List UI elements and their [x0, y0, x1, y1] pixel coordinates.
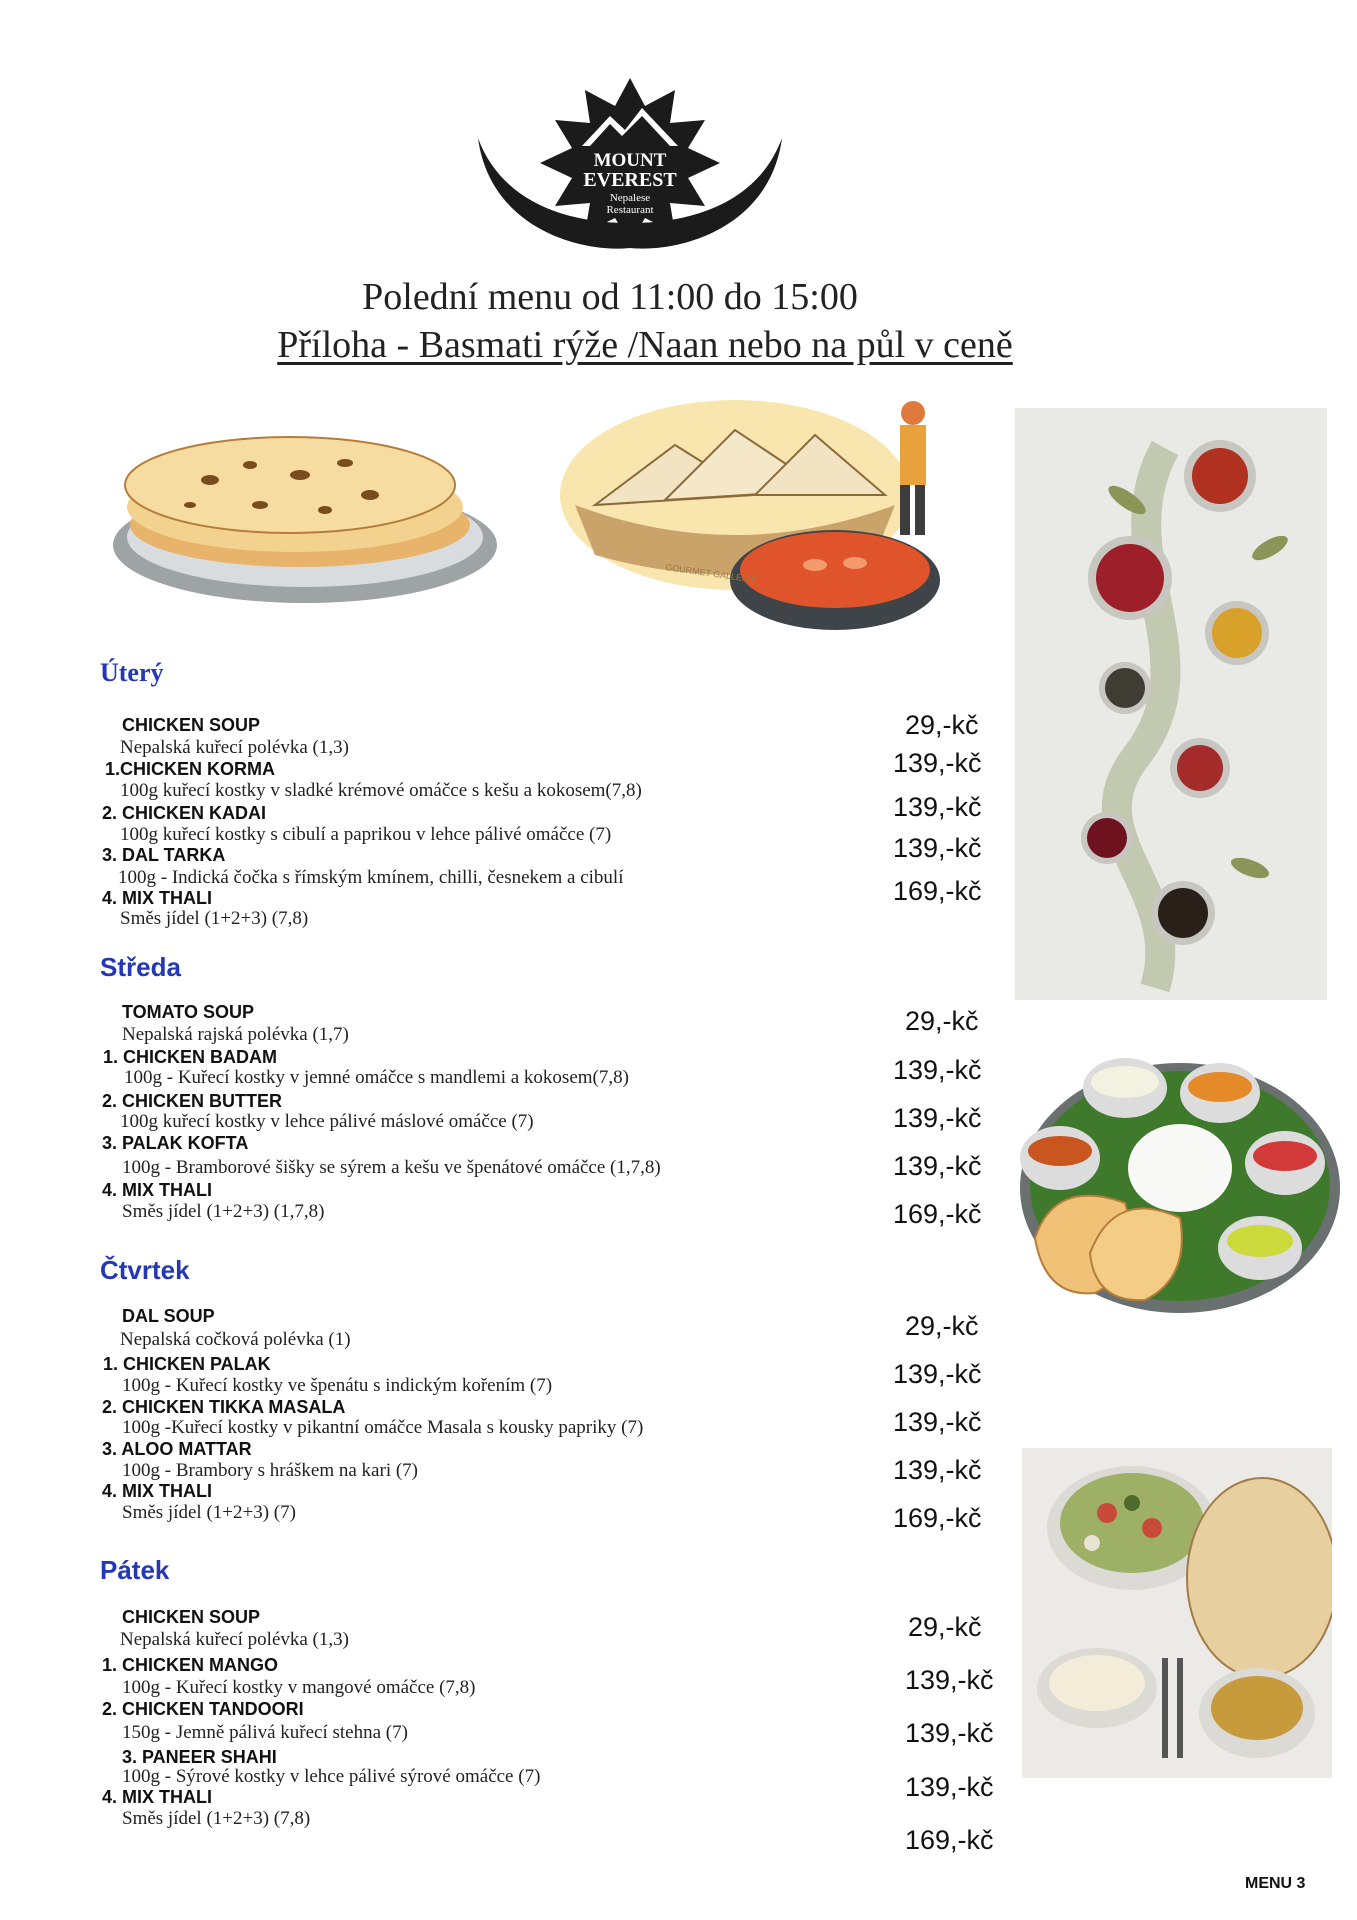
menu-item-price: 29,-kč: [905, 710, 979, 740]
salad-and-naan-illustration: [1022, 1448, 1332, 1778]
menu-item-name: 3. ALOO MATTAR: [102, 1439, 252, 1459]
menu-item-name: 4. MIX THALI: [102, 888, 213, 908]
menu-subtitle: Příloha - Basmati rýže /Naan nebo na půl v ceně: [277, 324, 1013, 366]
menu-item-description: 100g kuřecí kostky v sladké krémové omáčce s kešu a kokosem(7,8): [120, 780, 642, 801]
menu-item-description: 100g -Kuřecí kostky v pikantní omáčce Masala s kousky papriky (7): [122, 1417, 644, 1438]
menu-item-description: 100g kuřecí kostky s cibulí a paprikou v lehce pálivé omáčce (7): [120, 824, 612, 845]
menu-item-price: 139,-kč: [893, 833, 982, 863]
menu-item-description: 100g kuřecí kostky v lehce pálivé máslové omáčce (7): [120, 1111, 534, 1132]
day-heading-friday: Pátek: [100, 1555, 170, 1585]
menu-item-description: Nepalská kuřecí polévka (1,3): [120, 1629, 349, 1650]
naan-stack-illustration: [110, 425, 510, 615]
menu-item-price: 139,-kč: [893, 1055, 982, 1085]
spice-bowls-photo: [1015, 408, 1327, 1000]
menu-item-price: 139,-kč: [905, 1718, 994, 1748]
logo-emblem: [470, 78, 790, 253]
logo-line3: Nepalese: [609, 192, 651, 204]
menu-item-price: 139,-kč: [893, 1103, 982, 1133]
menu-item-price: 139,-kč: [893, 1359, 982, 1389]
thali-plate-illustration: [1015, 1038, 1340, 1323]
menu-item-description: 100g - Kuřecí kostky v jemné omáčce s mandlemi a kokosem(7,8): [124, 1067, 629, 1088]
menu-item-name: 1. CHICKEN BADAM: [103, 1047, 278, 1067]
menu-item-name: 4. MIX THALI: [102, 1481, 213, 1501]
day-heading-wednesday: Středa: [100, 952, 181, 982]
logo-line4: Restaurant: [606, 204, 654, 216]
menu-item-name: 3. PANEER SHAHI: [122, 1747, 277, 1767]
menu-item-description: 100g - Indická čočka s římským kmínem, chilli, česnekem a cibulí: [118, 867, 624, 888]
menu-item-name: 2. CHICKEN BUTTER: [102, 1091, 283, 1111]
menu-item-price: 139,-kč: [893, 1455, 982, 1485]
menu-item-description: Směs jídel (1+2+3) (7): [122, 1502, 296, 1523]
menu-item-description: Nepalská cočková polévka (1): [120, 1329, 351, 1350]
menu-item-price: 169,-kč: [893, 1503, 982, 1533]
menu-item-price: 139,-kč: [893, 748, 982, 778]
menu-item-price: 139,-kč: [905, 1772, 994, 1802]
menu-item-name: TOMATO SOUP: [122, 1002, 255, 1022]
menu-item-price: 139,-kč: [905, 1665, 994, 1695]
menu-item-name: 3. PALAK KOFTA: [102, 1133, 249, 1153]
menu-item-name: 3. DAL TARKA: [102, 845, 226, 865]
menu-item-description: 100g - Sýrové kostky v lehce pálivé sýrové omáčce (7): [122, 1766, 541, 1787]
menu-item-name: 1.CHICKEN KORMA: [105, 759, 276, 779]
menu-item-name: DAL SOUP: [122, 1306, 215, 1326]
menu-item-name: 4. MIX THALI: [102, 1787, 213, 1807]
menu-item-price: 29,-kč: [905, 1311, 979, 1341]
day-heading-thursday: Čtvrtek: [100, 1255, 190, 1285]
menu-item-price: 139,-kč: [893, 1407, 982, 1437]
menu-item-description: Nepalská kuřecí polévka (1,3): [120, 737, 349, 758]
menu-item-name: 4. MIX THALI: [102, 1180, 213, 1200]
menu-item-description: Směs jídel (1+2+3) (7,8): [120, 908, 309, 929]
menu-item-description: Směs jídel (1+2+3) (7,8): [122, 1808, 311, 1829]
menu-title: Polední menu od 11:00 do 15:00: [362, 276, 858, 318]
menu-item-name: 2. CHICKEN TIKKA MASALA: [102, 1397, 346, 1417]
menu-item-price: 139,-kč: [893, 792, 982, 822]
menu-item-description: 100g - Kuřecí kostky v mangové omáčce (7,8): [122, 1677, 476, 1698]
menu-item-price: 139,-kč: [893, 1151, 982, 1181]
menu-item-description: Směs jídel (1+2+3) (1,7,8): [122, 1201, 325, 1222]
page-footer-label: MENU 3: [1245, 1875, 1306, 1892]
menu-item-description: 100g - Kuřecí kostky ve špenátu s indickým kořením (7): [122, 1375, 553, 1396]
menu-item-name: 1. CHICKEN MANGO: [102, 1655, 279, 1675]
logo-line2: EVEREST: [583, 169, 677, 191]
menu-item-description: 150g - Jemně pálivá kuřecí stehna (7): [122, 1722, 408, 1743]
day-heading-tuesday: Úterý: [100, 658, 164, 687]
menu-item-price: 29,-kč: [908, 1612, 982, 1642]
menu-item-price: 29,-kč: [905, 1006, 979, 1036]
menu-item-price: 169,-kč: [905, 1825, 994, 1855]
menu-item-description: Nepalská rajská polévka (1,7): [122, 1024, 349, 1045]
menu-item-price: 169,-kč: [893, 1199, 982, 1229]
logo-line1: MOUNT: [593, 150, 667, 171]
watermark-text: GOURMET GALLERIA: [664, 562, 758, 585]
naan-basket-and-curry-illustration: [555, 395, 960, 645]
menu-item-name: 2. CHICKEN TANDOORI: [102, 1699, 304, 1719]
restaurant-logo: [470, 78, 790, 253]
menu-item-description: 100g - Brambory s hráškem na kari (7): [122, 1460, 419, 1481]
menu-item-name: CHICKEN SOUP: [122, 715, 261, 735]
menu-item-name: 1. CHICKEN PALAK: [103, 1354, 271, 1374]
menu-item-name: CHICKEN SOUP: [122, 1607, 261, 1627]
menu-item-description: 100g - Bramborové šišky se sýrem a kešu ve špenátové omáčce (1,7,8): [122, 1157, 661, 1178]
menu-item-price: 169,-kč: [893, 876, 982, 906]
menu-item-name: 2. CHICKEN KADAI: [102, 803, 267, 823]
